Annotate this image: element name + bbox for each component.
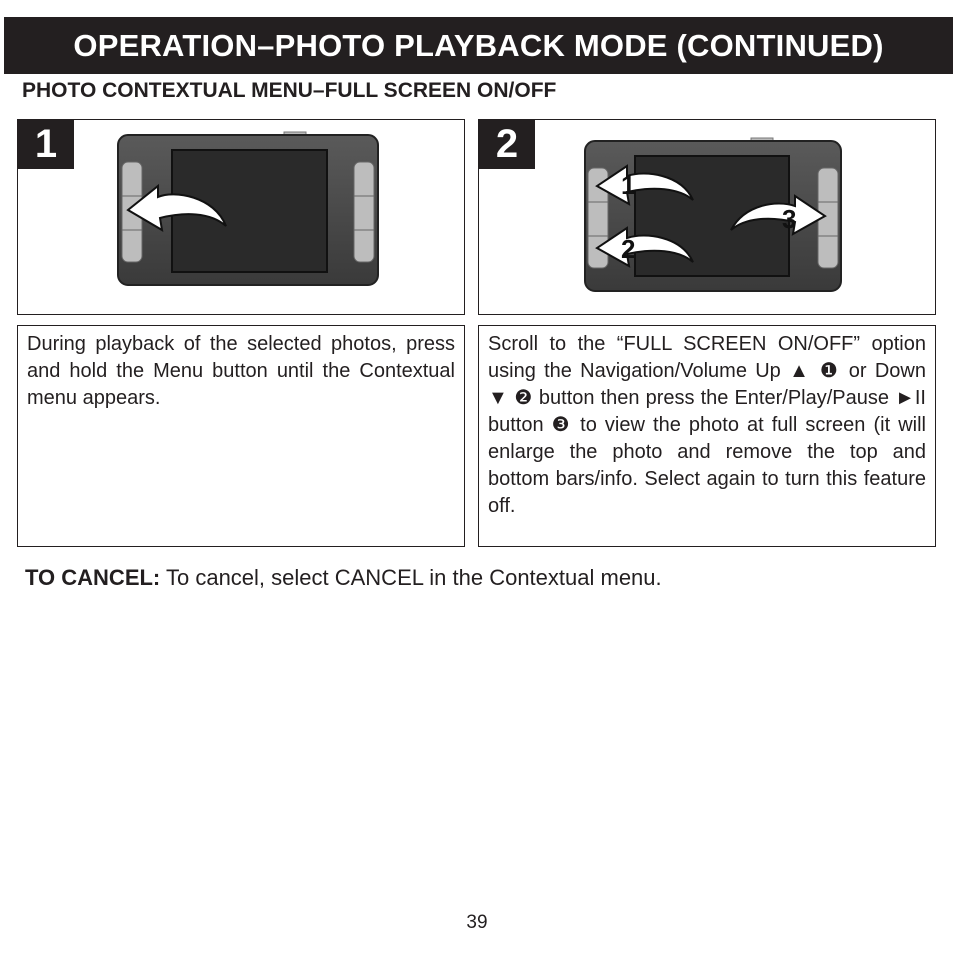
device-illustration [581,130,851,310]
step-2-badge: 2 [479,120,535,169]
section-title-bar [4,17,953,74]
callout-3: 3 [782,204,797,234]
callout-1: 1 [621,170,636,200]
cancel-text: To cancel, select CANCEL in the Contextual menu. [160,565,662,590]
cancel-instruction [25,565,662,591]
step-1-badge: 1 [18,120,74,169]
subheading: PHOTO CONTEXTUAL MENU–FULL SCREEN ON/OFF [22,79,557,102]
step-1-illustration [17,119,465,315]
page-title: OPERATION–PHOTO PLAYBACK MODE (CONTINUED) [73,27,884,63]
device-illustration [114,130,384,310]
step-2-illustration [478,119,936,315]
page-number: 39 [466,912,488,933]
cancel-label: TO CANCEL: [25,565,161,590]
step-2-description: Scroll to the “FULL SCREEN ON/OFF” option using the Navigation/Volume Up ▲ ❶ or Down ▼ ❷ button then press the Enter/Play/Pause ►II button ❸ to view the photo at full screen (it will enlarge the photo and remove the top and bottom bars/info. Select again to turn this feature off. [478,325,936,547]
step-1-description: During playback of the selected photos, press and hold the Menu button until the Contextual menu appears. [17,325,465,547]
callout-2: 2 [621,234,636,264]
